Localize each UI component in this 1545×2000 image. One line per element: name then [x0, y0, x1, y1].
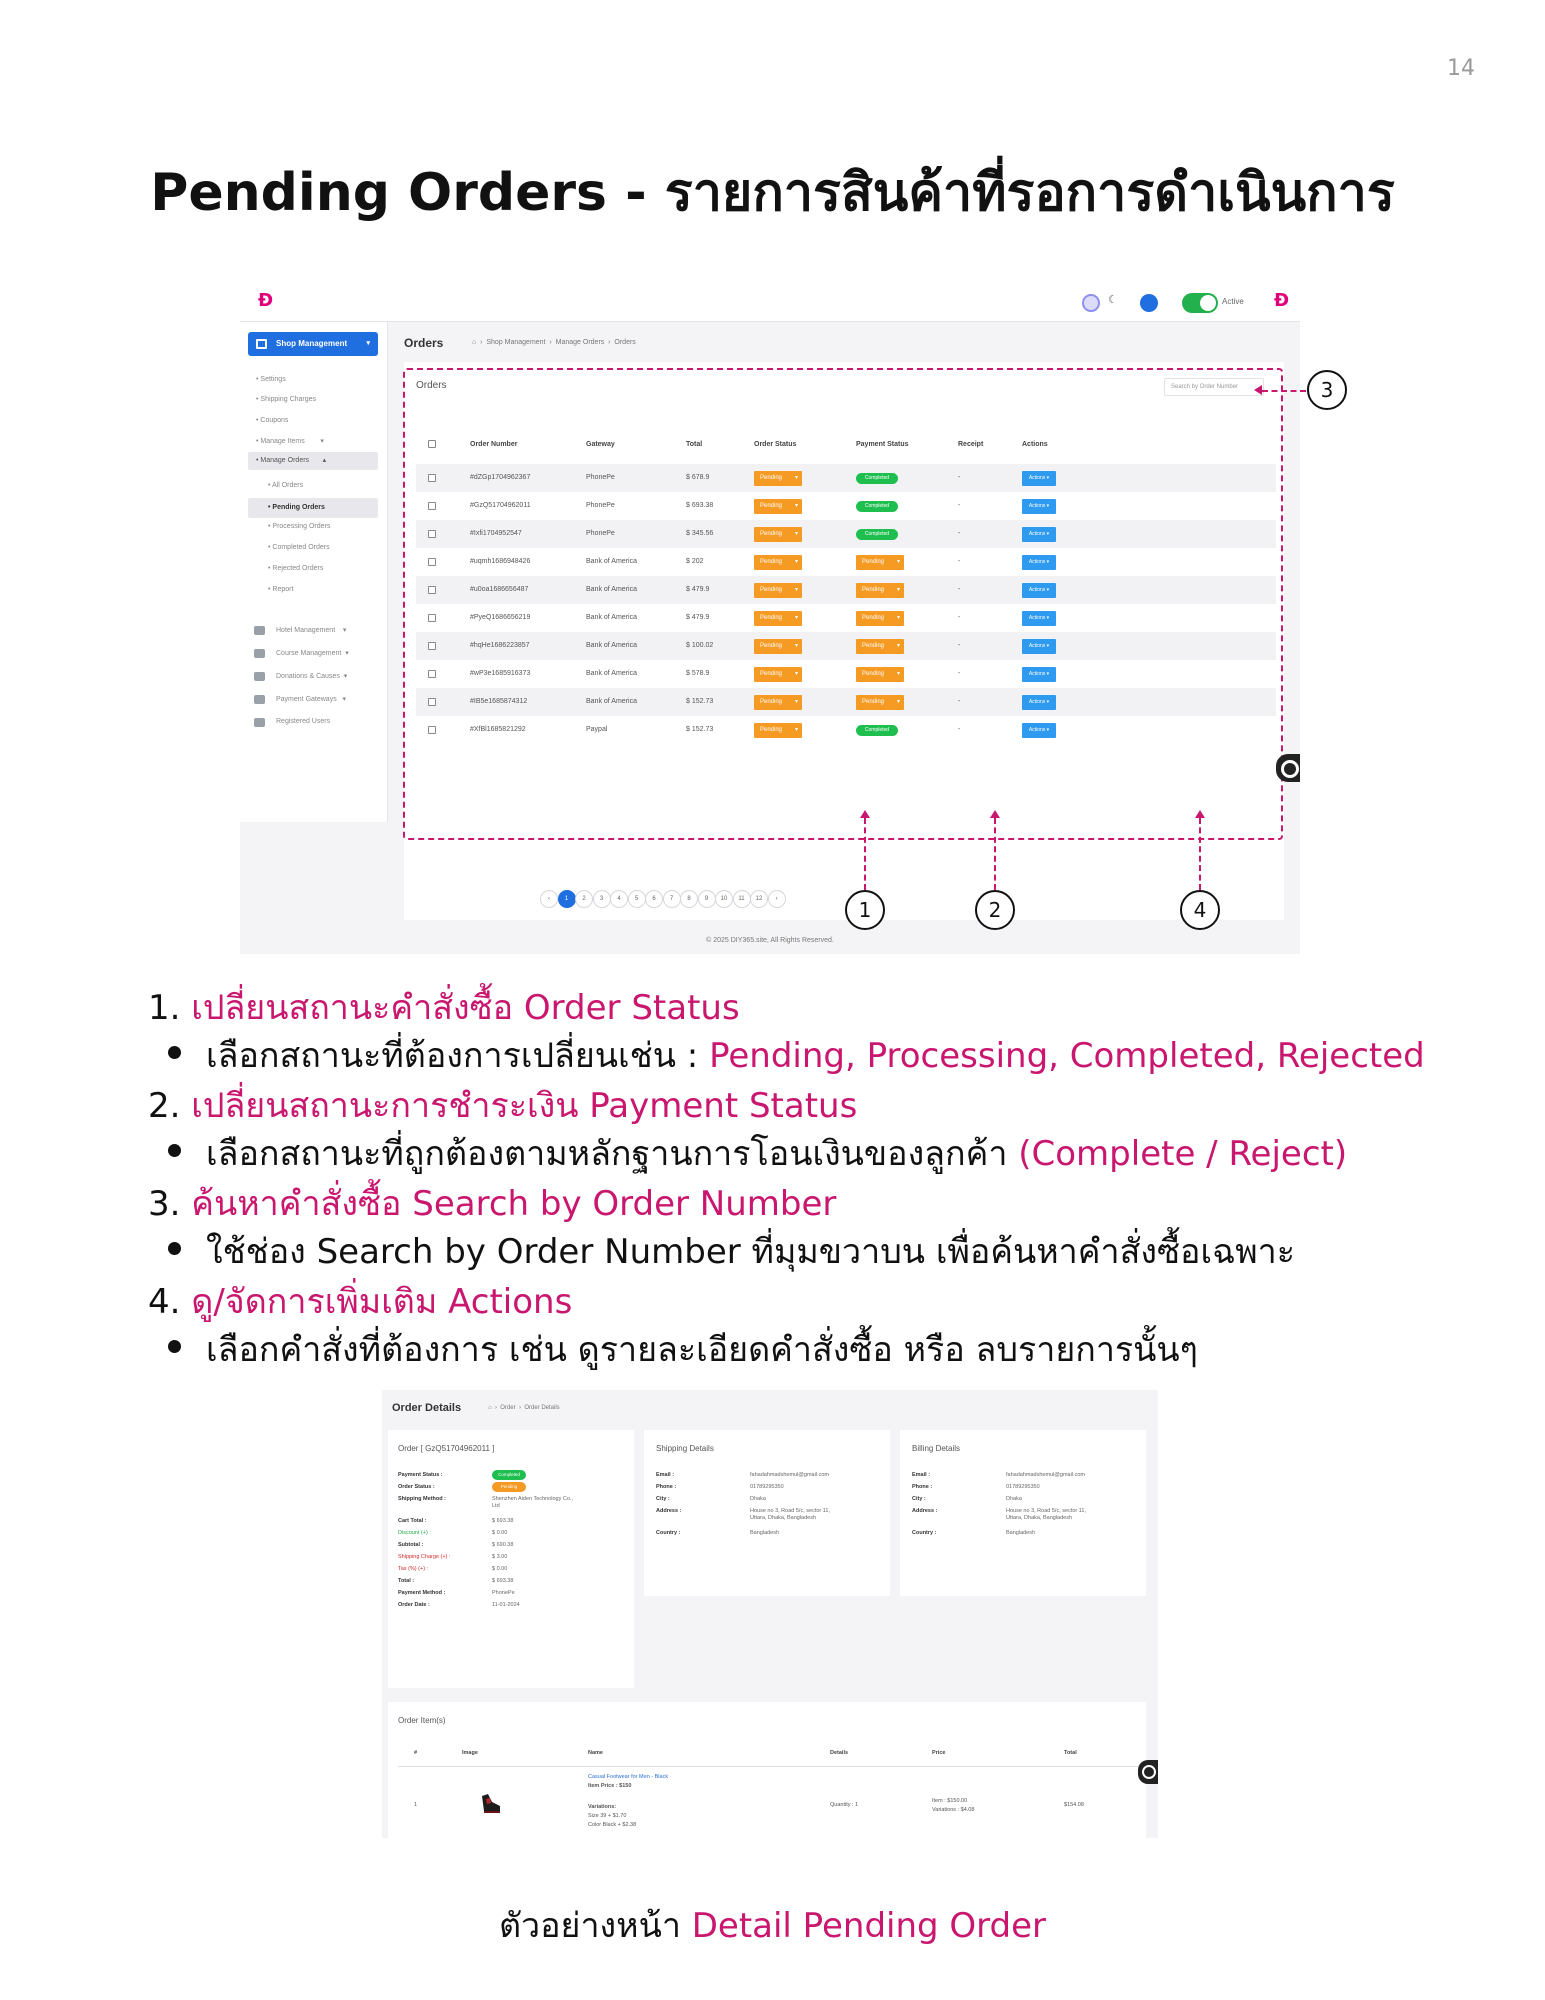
payment-icon [254, 695, 265, 704]
donation-icon [254, 672, 265, 681]
hotel-icon [254, 626, 265, 635]
item-variations-label: Variations: [588, 1804, 617, 1810]
payment-status-badge[interactable]: Completed [856, 501, 898, 512]
callout-4: 4 [1180, 890, 1220, 930]
page-button[interactable]: 10 [715, 890, 733, 908]
payment-status-badge[interactable]: Completed [856, 529, 898, 540]
shipping-value: 01789295350 [750, 1484, 784, 1490]
order-status-select[interactable]: Pending ▾ [754, 667, 802, 682]
receipt: - [958, 614, 961, 621]
item-price-label: Item Price : $150 [588, 1783, 632, 1789]
item-price-item: Item : $150.00 [932, 1798, 968, 1804]
order-details-screenshot [382, 1390, 1158, 1838]
gateway: Bank of America [586, 614, 637, 621]
active-toggle[interactable] [1182, 293, 1218, 313]
order-total: $ 345.56 [686, 530, 714, 537]
payment-status-select[interactable]: Pending ▾ [856, 695, 904, 710]
home-icon[interactable]: ⌂ [472, 339, 477, 346]
actions-button[interactable]: Actions ▾ [1022, 499, 1056, 514]
order-total: $ 100.02 [686, 642, 714, 649]
sidebar-subitem-completed[interactable]: • Completed Orders [268, 544, 330, 551]
items-divider [398, 1766, 1138, 1767]
item-quantity: Quantity : 1 [830, 1802, 859, 1808]
item-price-variations: Variations : $4.08 [932, 1807, 975, 1813]
col-order-status: Order Status [754, 441, 797, 448]
sidebar-hotel[interactable]: Hotel Management ▾ [276, 627, 347, 634]
order-number: #uqmh1686948426 [470, 558, 531, 565]
actions-button[interactable]: Actions ▾ [1022, 611, 1056, 626]
order-field-value: $ 693.38 [492, 1518, 514, 1524]
order-status-select[interactable]: Pending ▾ [754, 527, 802, 542]
order-card-title: Order [ GzQ51704962011 ] [398, 1444, 495, 1453]
order-details-breadcrumb: ⌂ › Order › Order Details [488, 1405, 560, 1411]
order-total: $ 479.9 [686, 614, 710, 621]
items-col-price: Price [932, 1750, 946, 1756]
order-status-select[interactable]: Pending ▾ [754, 611, 802, 626]
gateway: Bank of America [586, 670, 637, 677]
order-number: #XfBl1685821292 [470, 726, 526, 733]
order-field-value: $ 0.00 [492, 1566, 508, 1572]
annotation-orders-box [403, 368, 1283, 840]
payment-status-select[interactable]: Pending ▾ [856, 667, 904, 682]
page-button[interactable]: ‹ [540, 890, 558, 908]
sidebar-subitem-pending-orders[interactable]: • Pending Orders [248, 498, 378, 518]
sidebar-footer-space [240, 822, 388, 954]
actions-button[interactable]: Actions ▾ [1022, 723, 1056, 738]
sidebar-main-label: Shop Management [276, 339, 348, 348]
page-button[interactable]: 4 [610, 890, 628, 908]
billing-value: Bangladesh [1006, 1530, 1036, 1536]
order-status-select[interactable]: Pending ▾ [754, 639, 802, 654]
page-button[interactable]: 7 [663, 890, 681, 908]
order-field-label: Order Status : [398, 1484, 435, 1490]
items-col-index: # [414, 1750, 418, 1756]
billing-label: Email : [912, 1472, 931, 1478]
page-button[interactable]: 1 [558, 890, 576, 908]
callout-1: 1 [845, 890, 885, 930]
arrow-up-icon [990, 810, 1000, 818]
shoe-image [478, 1790, 504, 1816]
breadcrumb-orders: Orders [614, 339, 636, 346]
shipping-label: Address : [656, 1508, 682, 1514]
payment-status-badge[interactable]: Completed [856, 725, 898, 736]
annotation-line-2 [994, 818, 996, 890]
order-status-select[interactable]: Pending ▾ [754, 471, 802, 486]
payment-status-select[interactable]: Pending ▾ [856, 583, 904, 598]
shipping-value: House no 3, Road 5/c, sector 11, Uttara, Dhaka, Bangladesh [750, 1508, 830, 1521]
annotation-line-3 [1262, 390, 1306, 392]
order-field-label: Cart Total : [398, 1518, 427, 1524]
sidebar-course[interactable]: Course Management ▾ [276, 650, 349, 657]
order-field-label: Total : [398, 1578, 415, 1584]
page-button[interactable]: 5 [628, 890, 646, 908]
users-icon [254, 718, 265, 727]
gateway: PhonePe [586, 502, 615, 509]
item-variation-color: Color Black + $2.38 [588, 1822, 637, 1828]
sidebar [240, 322, 388, 822]
breadcrumb-manage-orders[interactable]: Manage Orders [555, 339, 605, 346]
sidebar-shop-management[interactable] [248, 332, 378, 356]
chevron-down-icon: ▾ [366, 340, 370, 347]
figure-caption: ตัวอย่างหน้า Detail Pending Order [498, 1906, 1047, 1946]
items-col-image: Image [462, 1750, 478, 1756]
order-status-select[interactable]: Pending ▾ [754, 555, 802, 570]
col-order-number: Order Number [470, 441, 518, 448]
breadcrumb: ⌂ › Shop Management › Manage Orders › Orders [472, 339, 636, 346]
order-field-value: $ 690.38 [492, 1542, 514, 1548]
page-button[interactable]: 3 [593, 890, 611, 908]
active-label: Active [1222, 297, 1244, 306]
instruction-3-heading: 3. ค้นหาคำสั่งซื้อ Search by Order Number [148, 1184, 837, 1224]
actions-button[interactable]: Actions ▾ [1022, 583, 1056, 598]
order-field-value: 11-01-2024 [492, 1602, 520, 1608]
order-details-title: Order Details [392, 1402, 462, 1414]
sidebar-subitem-rejected[interactable]: • Rejected Orders [268, 565, 324, 572]
shipping-label: City : [656, 1496, 670, 1502]
item-variation-size: Size 39 + $1.70 [588, 1813, 627, 1819]
orders-header-title: Orders [404, 336, 444, 350]
actions-button[interactable]: Actions ▾ [1022, 639, 1056, 654]
order-status-badge: Pending [492, 1482, 526, 1492]
gateway: Bank of America [586, 558, 637, 565]
gateway: PhonePe [586, 530, 615, 537]
item-total: $154.08 [1064, 1802, 1084, 1808]
settings-gear-icon[interactable] [1138, 1760, 1158, 1784]
shipping-label: Phone : [656, 1484, 677, 1490]
footer-copyright: © 2025 DIY365.site, All Rights Reserved. [706, 937, 834, 944]
home-icon[interactable]: ⌂ [488, 1405, 492, 1411]
col-total: Total [686, 441, 703, 448]
instruction-4-bullet: เลือกคำสั่งที่ต้องการ เช่น ดูรายละเอียดคำสั่งซื้อ หรือ ลบรายการนั้นๆ [172, 1322, 1198, 1376]
payment-status-badge[interactable]: Completed [856, 473, 898, 484]
orders-card-title: Orders [416, 380, 447, 391]
shipping-value: Dhaka [750, 1496, 766, 1502]
arrow-up-icon [860, 810, 870, 818]
course-icon [254, 649, 265, 658]
payment-status-select[interactable]: Pending ▾ [856, 611, 904, 626]
billing-label: Country : [912, 1530, 937, 1536]
order-total: $ 678.9 [686, 474, 710, 481]
billing-label: Phone : [912, 1484, 933, 1490]
instruction-1-bullet: เลือกสถานะที่ต้องการเปลี่ยนเช่น : Pending, Processing, Completed, Rejected [172, 1028, 1425, 1082]
order-field-label: Shipping Charge (+) : [398, 1554, 451, 1560]
page-button[interactable]: 11 [733, 890, 751, 908]
order-number: #dZGp1704962367 [470, 474, 531, 481]
order-status-select[interactable]: Pending ▾ [754, 583, 802, 598]
payment-status-select[interactable]: Pending ▾ [856, 555, 904, 570]
order-field-label: Discount (+) : [398, 1530, 431, 1536]
billing-value: House no 3, Road 5/c, sector 11, Uttara, Dhaka, Bangladesh [1006, 1508, 1086, 1521]
receipt: - [958, 474, 961, 481]
callout-3: 3 [1307, 370, 1347, 410]
order-number: #u0oa1686656487 [470, 586, 529, 593]
instruction-3-bullet: ใช้ช่อง Search by Order Number ที่มุมขวาบน เพื่อค้นหาคำสั่งซื้อเฉพาะ [172, 1224, 1295, 1278]
top-bar [240, 282, 1300, 322]
eye-icon[interactable] [1140, 294, 1158, 312]
search-input[interactable]: Search by Order Number [1164, 378, 1264, 396]
page-button[interactable]: 9 [698, 890, 716, 908]
sidebar-registered-users[interactable]: Registered Users [276, 718, 331, 725]
gateway: Bank of America [586, 698, 637, 705]
order-total: $ 479.9 [686, 586, 710, 593]
sidebar-donations[interactable]: Donations & Causes ▾ [276, 673, 348, 680]
col-actions: Actions [1022, 441, 1048, 448]
gateway: Bank of America [586, 642, 637, 649]
page-button[interactable]: 2 [575, 890, 593, 908]
sidebar-subitem-processing[interactable]: • Processing Orders [268, 523, 331, 530]
order-field-value: $ 3.00 [492, 1554, 508, 1560]
col-receipt: Receipt [958, 441, 984, 448]
order-total: $ 152.73 [686, 698, 714, 705]
page-button[interactable]: 8 [680, 890, 698, 908]
order-field-label: Tax (%) (+) : [398, 1566, 429, 1572]
annotation-line-4 [1199, 818, 1201, 890]
receipt: - [958, 558, 961, 565]
payment-status-select[interactable]: Pending ▾ [856, 639, 904, 654]
billing-label: City : [912, 1496, 926, 1502]
sidebar-subitem-all-orders[interactable]: • All Orders [268, 482, 304, 489]
order-total: $ 578.9 [686, 670, 710, 677]
order-status-select[interactable]: Pending ▾ [754, 499, 802, 514]
order-field-value: $ 693.38 [492, 1578, 514, 1584]
arrow-up-icon [1195, 810, 1205, 818]
order-total: $ 152.73 [686, 726, 714, 733]
order-number: #GzQ51704962011 [470, 502, 531, 509]
order-field-value: $ 0.00 [492, 1530, 508, 1536]
order-total: $ 202 [686, 558, 704, 565]
billing-card-title: Billing Details [912, 1444, 961, 1453]
receipt: - [958, 502, 961, 509]
order-field-label: Order Date : [398, 1602, 430, 1608]
receipt: - [958, 586, 961, 593]
breadcrumb-order[interactable]: Order [500, 1405, 516, 1411]
billing-label: Address : [912, 1508, 938, 1514]
gateway: Paypal [586, 726, 608, 733]
order-number: #PyeQ1686656219 [470, 614, 531, 621]
order-number: #wP3e1685916373 [470, 670, 531, 677]
order-items-title: Order Item(s) [398, 1716, 446, 1725]
profile-logo-icon[interactable]: Ð [1274, 290, 1290, 311]
shipping-label: Email : [656, 1472, 675, 1478]
sidebar-item-manage-items[interactable]: • Manage Items ▾ [256, 438, 324, 445]
breadcrumb-shop[interactable]: Shop Management [486, 339, 546, 346]
sidebar-item-settings[interactable]: • Settings [256, 376, 286, 383]
logo-icon: Ð [258, 290, 274, 311]
receipt: - [958, 642, 961, 649]
billing-value: Dhaka [1006, 1496, 1022, 1502]
order-field-label: Payment Method : [398, 1590, 446, 1596]
shipping-value: Bangladesh [750, 1530, 780, 1536]
order-field-label: Payment Status : [398, 1472, 443, 1478]
sidebar-subitem-report[interactable]: • Report [268, 586, 294, 593]
order-number: #IB5e1685874312 [470, 698, 528, 705]
shop-icon [256, 339, 267, 349]
instruction-4-heading: 4. ดู/จัดการเพิ่มเติม Actions [148, 1282, 573, 1322]
order-total: $ 693.38 [686, 502, 714, 509]
arrow-left-icon [1254, 385, 1262, 395]
billing-value: 01789295350 [1006, 1484, 1040, 1490]
theme-icon[interactable] [1082, 294, 1100, 312]
page-button[interactable]: › [768, 890, 786, 908]
shipping-label: Country : [656, 1530, 681, 1536]
item-index: 1 [414, 1802, 418, 1808]
col-gateway: Gateway [586, 441, 615, 448]
pagination-card [404, 874, 1284, 920]
receipt: - [958, 698, 961, 705]
col-payment-status: Payment Status [856, 441, 909, 448]
order-field-label: Shipping Method : [398, 1496, 446, 1502]
breadcrumb-order-details: Order Details [524, 1405, 560, 1411]
receipt: - [958, 726, 961, 733]
page-button[interactable]: 12 [750, 890, 768, 908]
callout-2: 2 [975, 890, 1015, 930]
actions-button[interactable]: Actions ▾ [1022, 527, 1056, 542]
payment-status-badge: Completed [492, 1470, 526, 1480]
order-field-label: Subtotal : [398, 1542, 424, 1548]
gateway: PhonePe [586, 474, 615, 481]
items-col-total: Total [1064, 1750, 1077, 1756]
receipt: - [958, 530, 961, 537]
sidebar-item-shipping[interactable]: • Shipping Charges [256, 396, 317, 403]
gateway: Bank of America [586, 586, 637, 593]
instruction-2-heading: 2. เปลี่ยนสถานะการชำระเงิน Payment Status [148, 1086, 858, 1126]
shipping-card-title: Shipping Details [656, 1444, 714, 1453]
page-number: 14 [1447, 56, 1475, 81]
instruction-1-heading: 1. เปลี่ยนสถานะคำสั่งซื้อ Order Status [148, 988, 740, 1028]
order-number: #Ixfi1704952547 [470, 530, 522, 537]
order-field-value: PhonePe [492, 1590, 515, 1596]
order-status-select[interactable]: Pending ▾ [754, 723, 802, 738]
shipping-value: fahadahmadshemul@gmail.com [750, 1472, 829, 1478]
actions-button[interactable]: Actions ▾ [1022, 695, 1056, 710]
items-col-name: Name [588, 1750, 603, 1756]
receipt: - [958, 670, 961, 677]
order-items-card [388, 1702, 1146, 1838]
actions-button[interactable]: Actions ▾ [1022, 555, 1056, 570]
sidebar-item-coupons[interactable]: • Coupons [256, 417, 289, 424]
items-col-details: Details [830, 1750, 849, 1756]
moon-icon[interactable]: ☾ [1108, 294, 1118, 306]
order-field-value: Shenzhen Aiden Technology Co., Ltd [492, 1496, 573, 1509]
actions-button[interactable]: Actions ▾ [1022, 471, 1056, 486]
order-status-select[interactable]: Pending ▾ [754, 695, 802, 710]
page-button[interactable]: 6 [645, 890, 663, 908]
sidebar-payment-gateways[interactable]: Payment Gateways ▾ [276, 696, 347, 703]
billing-value: fahadahmadshemul@gmail.com [1006, 1472, 1085, 1478]
actions-button[interactable]: Actions ▾ [1022, 667, 1056, 682]
annotation-line-1 [864, 818, 866, 890]
settings-gear-icon[interactable] [1276, 754, 1300, 782]
sidebar-item-manage-orders[interactable]: • Manage Orders ▴ [248, 452, 378, 470]
item-name-link[interactable]: Casual Footwear for Men - Black [588, 1774, 669, 1780]
instruction-2-bullet: เลือกสถานะที่ถูกต้องตามหลักฐานการโอนเงินของลูกค้า (Complete / Reject) [172, 1126, 1347, 1180]
page-title: Pending Orders - รายการสินค้าที่รอการดำเนินการ [150, 163, 1395, 223]
order-number: #hqHe1686223857 [470, 642, 530, 649]
